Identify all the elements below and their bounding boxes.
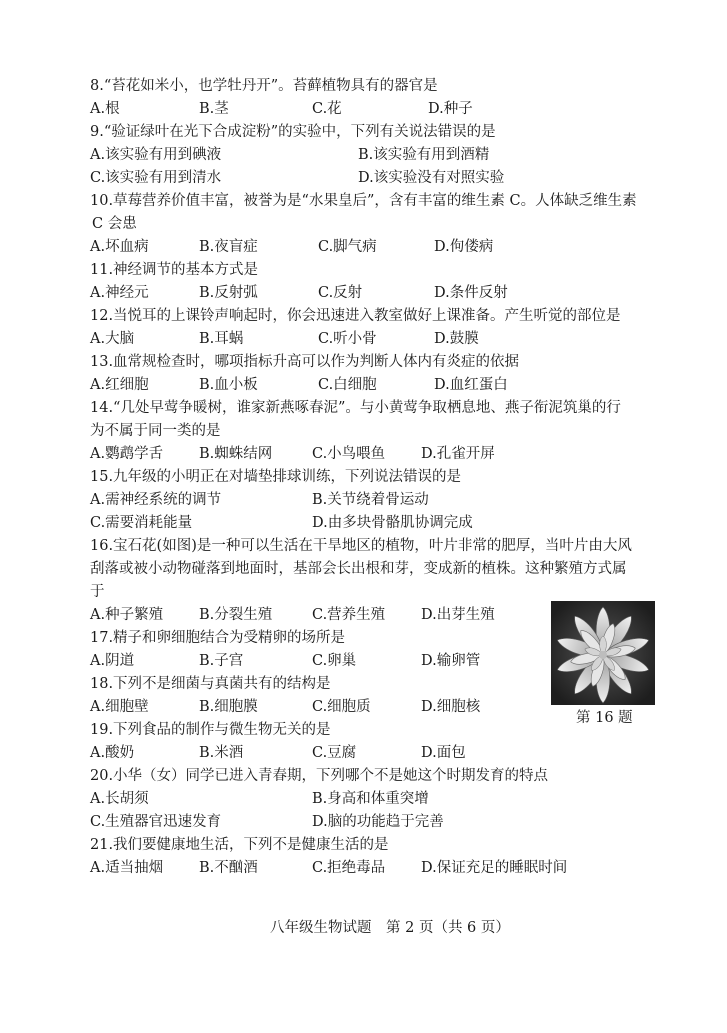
question-13-option-c: C.白细胞 — [318, 377, 377, 393]
figure-caption: 第 16 题 — [576, 710, 633, 726]
question-13-option-a: A.红细胞 — [90, 377, 149, 393]
question-16-option-d: D.出芽生殖 — [421, 607, 495, 623]
question-14-stem-line-1: 14.“几处早莺争暖树，谁家新燕啄春泥”。与小黄莺争取栖息地、燕子衔泥筑巢的行 — [90, 400, 621, 416]
question-10-stem-line-2: C 会患 — [92, 216, 137, 232]
question-9-option-a: A.该实验有用到碘液 — [90, 147, 222, 163]
question-12-option-c: C.听小骨 — [318, 331, 377, 347]
question-9-option-d: D.该实验没有对照实验 — [358, 170, 505, 186]
question-14-option-b: B.蜘蛛结网 — [199, 446, 273, 462]
question-17-option-d: D.输卵管 — [421, 653, 481, 669]
question-13-option-b: B.血小板 — [199, 377, 258, 393]
question-11-option-b: B.反射弧 — [199, 285, 258, 301]
question-19-option-c: C.豆腐 — [312, 745, 357, 761]
question-10-option-c: C.脚气病 — [318, 239, 377, 255]
question-17-option-a: A.阴道 — [90, 653, 135, 669]
question-12-option-d: D.鼓膜 — [434, 331, 479, 347]
question-19-option-b: B.米酒 — [199, 745, 244, 761]
question-9-option-b: B.该实验有用到酒精 — [358, 147, 490, 163]
question-16-stem-line-2: 刮落或被小动物碰落到地面时，基部会长出根和芽，变成新的植株。这种繁殖方式属 — [90, 561, 627, 577]
question-21-option-a: A.适当抽烟 — [90, 860, 164, 876]
question-9-option-c: C.该实验有用到清水 — [90, 170, 222, 186]
question-8-option-a: A.根 — [90, 101, 120, 117]
question-20-option-a: A.长胡须 — [90, 791, 149, 807]
question-20-option-d: D.脑的功能趋于完善 — [312, 814, 444, 830]
question-8-option-b: B.茎 — [199, 101, 229, 117]
question-16-option-a: A.种子繁殖 — [90, 607, 164, 623]
question-18-stem: 18.下列不是细菌与真菌共有的结构是 — [90, 676, 331, 692]
question-21-option-d: D.保证充足的睡眠时间 — [421, 860, 568, 876]
question-11-option-c: C.反射 — [318, 285, 363, 301]
question-16-option-b: B.分裂生殖 — [199, 607, 273, 623]
question-17-option-b: B.子宫 — [199, 653, 244, 669]
question-20-stem: 20.小华（女）同学已进入青春期，下列哪个不是她这个时期发育的特点 — [90, 768, 549, 784]
question-14-stem-line-2: 为不属于同一类的是 — [90, 423, 221, 439]
question-20-option-b: B.身高和体重突增 — [312, 791, 429, 807]
question-19-stem: 19.下列食品的制作与微生物无关的是 — [90, 722, 331, 738]
question-16-option-c: C.营养生殖 — [312, 607, 386, 623]
question-10-option-d: D.佝偻病 — [434, 239, 494, 255]
question-18-option-b: B.细胞膜 — [199, 699, 258, 715]
question-12-option-b: B.耳蜗 — [199, 331, 244, 347]
question-20-option-c: C.生殖器官迅速发育 — [90, 814, 222, 830]
question-13-option-d: D.血红蛋白 — [434, 377, 508, 393]
question-10-stem-line-1: 10.草莓营养价值丰富，被誉为是“水果皇后”，含有丰富的维生素 C。人体缺乏维生素 — [90, 193, 637, 209]
question-14-option-d: D.孔雀开屏 — [421, 446, 495, 462]
question-11-option-a: A.神经元 — [90, 285, 149, 301]
question-15-option-c: C.需要消耗能量 — [90, 515, 193, 531]
question-21-stem: 21.我们要健康地生活，下列不是健康生活的是 — [90, 837, 389, 853]
question-10-option-a: A.坏血病 — [90, 239, 149, 255]
question-12-option-a: A.大脑 — [90, 331, 135, 347]
question-11-stem: 11.神经调节的基本方式是 — [90, 262, 259, 278]
question-18-option-a: A.细胞壁 — [90, 699, 149, 715]
question-21-option-c: C.拒绝毒品 — [312, 860, 386, 876]
question-14-option-a: A.鹦鹉学舌 — [90, 446, 164, 462]
question-17-stem: 17.精子和卵细胞结合为受精卵的场所是 — [90, 630, 346, 646]
succulent-photo — [551, 601, 655, 705]
question-8-stem: 8.“苔花如米小，也学牡丹开”。苔藓植物具有的器官是 — [90, 78, 438, 94]
question-19-option-d: D.面包 — [421, 745, 466, 761]
question-9-stem: 9.“验证绿叶在光下合成淀粉”的实验中，下列有关说法错误的是 — [90, 124, 496, 140]
question-16-stem-line-3: 于 — [90, 584, 105, 600]
question-21-option-b: B.不酗酒 — [199, 860, 258, 876]
question-19-option-a: A.酸奶 — [90, 745, 135, 761]
question-15-option-b: B.关节绕着骨运动 — [312, 492, 429, 508]
question-12-stem: 12.当悦耳的上课铃声响起时，你会迅速进入教室做好上课准备。产生听觉的部位是 — [90, 308, 621, 324]
question-15-stem: 15.九年级的小明正在对墙垫排球训练，下列说法错误的是 — [90, 469, 462, 485]
question-8-option-d: D.种子 — [428, 101, 473, 117]
question-18-option-d: D.细胞核 — [421, 699, 481, 715]
question-16-stem-line-1: 16.宝石花(如图)是一种可以生活在干旱地区的植物，叶片非常的肥厚，当叶片由大风 — [90, 538, 632, 554]
question-11-option-d: D.条件反射 — [434, 285, 508, 301]
page-footer: 八年级生物试题 第 2 页（共 6 页） — [270, 920, 510, 936]
question-13-stem: 13.血常规检查时，哪项指标升高可以作为判断人体内有炎症的依据 — [90, 354, 520, 370]
question-17-option-c: C.卵巢 — [312, 653, 357, 669]
question-15-option-d: D.由多块骨骼肌协调完成 — [312, 515, 473, 531]
question-10-option-b: B.夜盲症 — [199, 239, 258, 255]
question-15-option-a: A.需神经系统的调节 — [90, 492, 222, 508]
question-8-option-c: C.花 — [312, 101, 342, 117]
question-18-option-c: C.细胞质 — [312, 699, 371, 715]
question-14-option-c: C.小鸟喂鱼 — [312, 446, 386, 462]
